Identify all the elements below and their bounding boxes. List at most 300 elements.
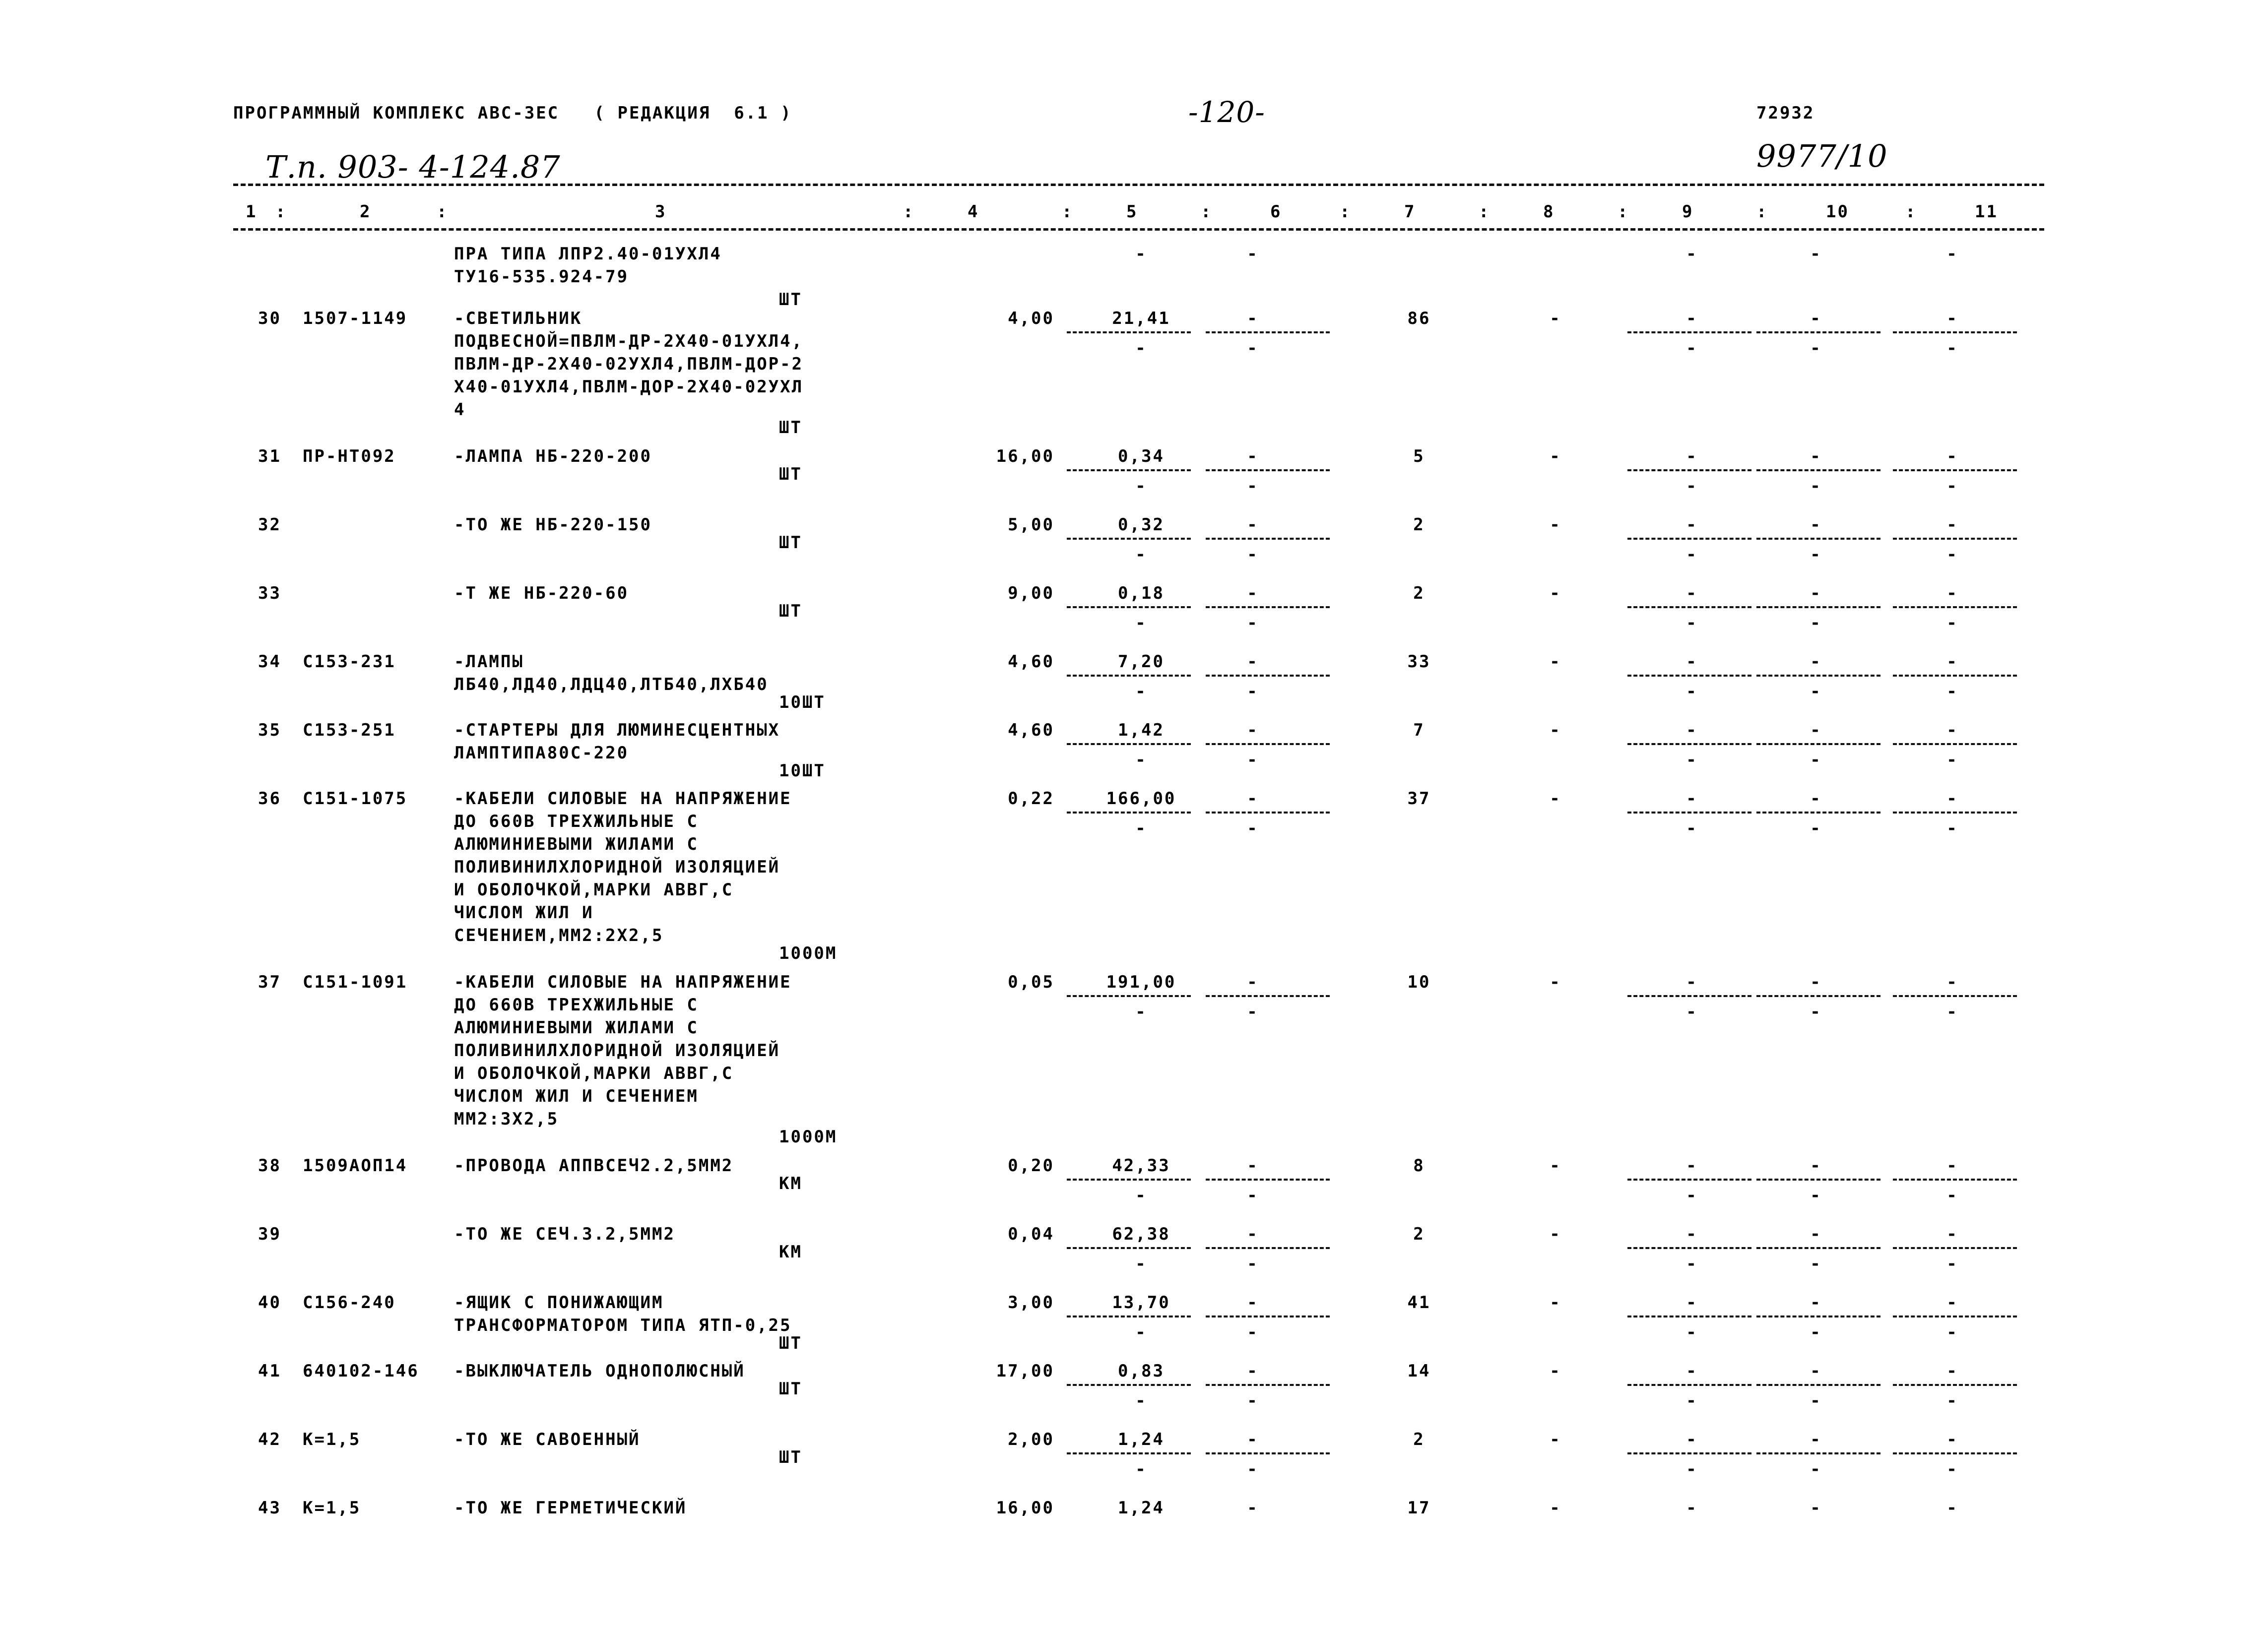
value-col-10: - — [1810, 583, 1822, 603]
row-number: 35 — [258, 720, 281, 740]
value-col-11: - — [1946, 652, 1958, 672]
item-description-line: -ВЫКЛЮЧАТЕЛЬ ОДНОПОЛЮСНЫЙ — [454, 1361, 745, 1381]
column-header-2: 2 — [360, 202, 372, 222]
value-lower-col-9: - — [1686, 1002, 1698, 1022]
item-description-line: -КАБЕЛИ СИЛОВЫЕ НА НАПРЯЖЕНИЕ — [454, 972, 792, 992]
value-col-9: - — [1686, 1430, 1698, 1449]
unit-label: ШТ — [779, 601, 802, 621]
value-lower-col-6: - — [1247, 818, 1259, 838]
value-lower-col-5: - — [1135, 682, 1147, 701]
resource-code: С151-1091 — [303, 972, 408, 992]
value-col-10: - — [1810, 1156, 1822, 1176]
subtotal-dash — [1756, 1384, 1880, 1386]
item-description-line: -ТО ЖЕ САВОЕННЫЙ — [454, 1430, 641, 1449]
item-description-line: -ТО ЖЕ ГЕРМЕТИЧЕСКИЙ — [454, 1498, 687, 1518]
value-col-8: - — [1550, 720, 1561, 740]
unit-label: ШТ — [779, 290, 802, 310]
subtotal-dash — [1756, 606, 1880, 608]
value-col-8: - — [1550, 1361, 1561, 1381]
value-lower-col-9: - — [1686, 1254, 1698, 1274]
value-col-9: - — [1686, 515, 1698, 535]
value-col-8: - — [1550, 1498, 1561, 1518]
item-description-line: ЧИСЛОМ ЖИЛ И — [454, 903, 594, 923]
item-description-line: -СВЕТИЛЬНИК — [454, 309, 583, 328]
value-col-11: - — [1946, 1361, 1958, 1381]
value-lower-col-10: - — [1810, 1322, 1822, 1342]
value-lower-col-9: - — [1686, 1459, 1698, 1479]
resource-code: К=1,5 — [303, 1430, 361, 1449]
subtotal-dash — [1206, 331, 1330, 333]
value-col-10: - — [1810, 789, 1822, 809]
value-lower-col-10: - — [1810, 1002, 1822, 1022]
unit-label: ШТ — [779, 1447, 802, 1467]
subtotal-dash — [1067, 1384, 1191, 1386]
value-lower-col-6: - — [1247, 1322, 1259, 1342]
unit-label: 1000М — [779, 943, 838, 963]
item-description-line: ДО 660В ТРЕХЖИЛЬНЫЕ С — [454, 812, 699, 831]
subtotal-dash — [1627, 1179, 1751, 1181]
resource-code: С153-231 — [303, 652, 396, 672]
value-lower-col-5: - — [1135, 1391, 1147, 1411]
value-col-9: - — [1686, 583, 1698, 603]
quantity-value: 4,60 — [1008, 720, 1054, 740]
value-lower-col-5: - — [1135, 1002, 1147, 1022]
value-col-11: - — [1946, 1224, 1958, 1244]
column-header-3: 3 — [655, 202, 667, 222]
unit-label: ШТ — [779, 418, 802, 438]
value-col-10: - — [1810, 446, 1822, 466]
program-title: ПРОГРАММНЫЙ КОМПЛЕКС АВС-ЗЕС ( РЕДАКЦИЯ 6.1 ) — [233, 103, 792, 123]
quantity-value: 5,00 — [1008, 515, 1054, 535]
value-col-8: - — [1550, 1224, 1561, 1244]
project-number: Т.п. 903- 4-124.87 — [265, 149, 561, 185]
column-header-separator: : — [1201, 202, 1213, 222]
total-cost-value: 5 — [1413, 446, 1425, 466]
value-col-11: - — [1946, 1430, 1958, 1449]
value-lower-col-6: - — [1247, 338, 1259, 358]
subtotal-dash — [1627, 1316, 1751, 1317]
row-number: 37 — [258, 972, 281, 992]
item-description-line: Х40-01УХЛ4,ПВЛМ-ДОР-2Х40-02УХЛ — [454, 377, 804, 397]
subtotal-dash — [1893, 1179, 2017, 1181]
value-col-8: - — [1550, 1293, 1561, 1313]
value-col-11: - — [1946, 789, 1958, 809]
subtotal-dash — [1067, 538, 1191, 540]
value-col-6: - — [1247, 1430, 1259, 1449]
unit-cost-value: 0,32 — [1118, 515, 1165, 535]
value-lower-col-6: - — [1247, 476, 1259, 496]
subtotal-dash — [1756, 469, 1880, 471]
total-cost-value: 37 — [1407, 789, 1431, 809]
item-description-line: -ЯЩИК С ПОНИЖАЮЩИМ — [454, 1293, 664, 1313]
subtotal-dash — [1067, 1316, 1191, 1317]
row-number: 30 — [258, 309, 281, 328]
value-col-8: - — [1550, 789, 1561, 809]
value-col-8: - — [1550, 1430, 1561, 1449]
unit-label: ШТ — [779, 1333, 802, 1353]
unit-label: 10ШТ — [779, 761, 826, 781]
subtotal-dash — [1206, 995, 1330, 997]
value-col-11: - — [1946, 1498, 1958, 1518]
resource-code: С156-240 — [303, 1293, 396, 1313]
item-description-line: ММ2:3Х2,5 — [454, 1109, 559, 1129]
header-rule-bottom — [233, 228, 2044, 231]
value-lower-col-10: - — [1810, 613, 1822, 633]
value-lower-col-11: - — [1946, 1254, 1958, 1274]
resource-code: 1507-1149 — [303, 309, 408, 328]
value-lower-col-5: - — [1135, 1254, 1147, 1274]
resource-code: ПР-НТ092 — [303, 446, 396, 466]
subtotal-dash — [1893, 1247, 2017, 1249]
column-header-8: 8 — [1543, 202, 1555, 222]
value-col-6: - — [1247, 972, 1259, 992]
value-col-9: - — [1686, 1156, 1698, 1176]
quantity-value: 4,00 — [1008, 309, 1054, 328]
subtotal-dash — [1893, 1316, 2017, 1317]
value-col-9: - — [1686, 652, 1698, 672]
value-col-11: - — [1946, 309, 1958, 328]
item-description-line: -СТАРТЕРЫ ДЛЯ ЛЮМИНЕСЦЕНТНЫХ — [454, 720, 780, 740]
subtotal-dash — [1627, 1247, 1751, 1249]
unit-cost-value: 0,18 — [1118, 583, 1165, 603]
value-lower-col-6: - — [1247, 1002, 1259, 1022]
value-col-8: - — [1550, 446, 1561, 466]
unit-cost-value: 166,00 — [1106, 789, 1176, 809]
value-lower-col-10: - — [1810, 338, 1822, 358]
subtotal-dash — [1893, 743, 2017, 745]
unit-label: ШТ — [779, 464, 802, 484]
item-description-line: И ОБОЛОЧКОЙ,МАРКИ АВВГ,С — [454, 1064, 734, 1083]
unit-label: КМ — [779, 1242, 802, 1262]
value-col-11: - — [1946, 446, 1958, 466]
value-col-8: - — [1550, 583, 1561, 603]
quantity-value: 0,04 — [1008, 1224, 1054, 1244]
value-col-9: - — [1686, 789, 1698, 809]
value-col-9: - — [1686, 1361, 1698, 1381]
row-number: 31 — [258, 446, 281, 466]
value-lower-col-11: - — [1946, 682, 1958, 701]
value-c6: - — [1247, 244, 1259, 264]
value-col-9: - — [1686, 309, 1698, 328]
subtotal-dash — [1756, 1247, 1880, 1249]
total-cost-value: 2 — [1413, 1430, 1425, 1449]
quantity-value: 0,22 — [1008, 789, 1054, 809]
subtotal-dash — [1756, 743, 1880, 745]
value-lower-col-11: - — [1946, 338, 1958, 358]
total-cost-value: 41 — [1407, 1293, 1431, 1313]
row-number: 36 — [258, 789, 281, 809]
value-col-11: - — [1946, 1293, 1958, 1313]
subtotal-dash — [1206, 743, 1330, 745]
value-lower-col-9: - — [1686, 682, 1698, 701]
value-c11: - — [1946, 244, 1958, 264]
value-lower-col-6: - — [1247, 545, 1259, 564]
subtotal-dash — [1627, 1452, 1751, 1454]
subtotal-dash — [1893, 331, 2017, 333]
value-col-11: - — [1946, 515, 1958, 535]
total-cost-value: 7 — [1413, 720, 1425, 740]
unit-cost-value: 1,24 — [1118, 1430, 1165, 1449]
value-col-10: - — [1810, 1498, 1822, 1518]
unit-label: ШТ — [779, 1379, 802, 1399]
value-col-8: - — [1550, 309, 1561, 328]
subtotal-dash — [1206, 675, 1330, 677]
unit-label: КМ — [779, 1174, 802, 1193]
value-lower-col-10: - — [1810, 476, 1822, 496]
item-description-line: И ОБОЛОЧКОЙ,МАРКИ АВВГ,С — [454, 880, 734, 900]
row-number: 43 — [258, 1498, 281, 1518]
unit-label: 1000М — [779, 1127, 838, 1147]
value-lower-col-5: - — [1135, 1186, 1147, 1205]
subtotal-dash — [1627, 675, 1751, 677]
item-description-line: АЛЮМИНИЕВЫМИ ЖИЛАМИ С — [454, 834, 699, 854]
value-col-9: - — [1686, 1293, 1698, 1313]
value-col-10: - — [1810, 309, 1822, 328]
value-lower-col-9: - — [1686, 476, 1698, 496]
item-description-line: ЧИСЛОМ ЖИЛ И СЕЧЕНИЕМ — [454, 1086, 699, 1106]
value-lower-col-9: - — [1686, 338, 1698, 358]
subtotal-dash — [1756, 812, 1880, 814]
value-col-10: - — [1810, 972, 1822, 992]
row-number: 39 — [258, 1224, 281, 1244]
unit-cost-value: 7,20 — [1118, 652, 1165, 672]
column-header-separator: : — [275, 202, 287, 222]
value-lower-col-6: - — [1247, 1254, 1259, 1274]
value-lower-col-10: - — [1810, 1459, 1822, 1479]
quantity-value: 16,00 — [996, 1498, 1054, 1518]
value-lower-col-11: - — [1946, 1322, 1958, 1342]
value-col-9: - — [1686, 1498, 1698, 1518]
item-description-line: ПВЛМ-ДР-2Х40-02УХЛ4,ПВЛМ-ДОР-2 — [454, 354, 804, 374]
value-lower-col-5: - — [1135, 338, 1147, 358]
value-lower-col-5: - — [1135, 613, 1147, 633]
subtotal-dash — [1627, 606, 1751, 608]
subtotal-dash — [1206, 606, 1330, 608]
value-col-6: - — [1247, 583, 1259, 603]
subtotal-dash — [1206, 469, 1330, 471]
value-lower-col-6: - — [1247, 682, 1259, 701]
document-code: 72932 — [1756, 103, 1815, 123]
subtotal-dash — [1893, 606, 2017, 608]
value-col-11: - — [1946, 720, 1958, 740]
unit-cost-value: 42,33 — [1112, 1156, 1170, 1176]
subtotal-dash — [1067, 331, 1191, 333]
item-description-line: ЛАМПТИПА80С-220 — [454, 743, 629, 763]
value-col-6: - — [1247, 652, 1259, 672]
value-lower-col-10: - — [1810, 1254, 1822, 1274]
subtotal-dash — [1067, 469, 1191, 471]
subtotal-dash — [1893, 675, 2017, 677]
subtotal-dash — [1206, 1384, 1330, 1386]
value-col-8: - — [1550, 972, 1561, 992]
quantity-value: 16,00 — [996, 446, 1054, 466]
subtotal-dash — [1627, 469, 1751, 471]
total-cost-value: 2 — [1413, 583, 1425, 603]
value-col-6: - — [1247, 720, 1259, 740]
subtotal-dash — [1756, 995, 1880, 997]
item-description-line: -КАБЕЛИ СИЛОВЫЕ НА НАПРЯЖЕНИЕ — [454, 789, 792, 809]
column-header-6: 6 — [1270, 202, 1282, 222]
subtotal-dash — [1756, 331, 1880, 333]
unit-cost-value: 1,24 — [1118, 1498, 1165, 1518]
value-col-10: - — [1810, 1224, 1822, 1244]
subtotal-dash — [1627, 331, 1751, 333]
value-col-6: - — [1247, 1293, 1259, 1313]
value-col-6: - — [1247, 1156, 1259, 1176]
column-header-4: 4 — [968, 202, 979, 222]
resource-code: С153-251 — [303, 720, 396, 740]
subtotal-dash — [1627, 812, 1751, 814]
subtotal-dash — [1206, 538, 1330, 540]
resource-code: 640102-146 — [303, 1361, 419, 1381]
subtotal-dash — [1067, 1179, 1191, 1181]
row-number: 34 — [258, 652, 281, 672]
subtotal-dash — [1206, 1179, 1330, 1181]
value-lower-col-11: - — [1946, 1391, 1958, 1411]
item-description-line: ТУ16-535.924-79 — [454, 267, 629, 287]
value-lower-col-5: - — [1135, 818, 1147, 838]
item-description-line: -ПРОВОДА АППВСЕЧ2.2,5ММ2 — [454, 1156, 734, 1176]
total-cost-value: 8 — [1413, 1156, 1425, 1176]
subtotal-dash — [1893, 1384, 2017, 1386]
total-cost-value: 10 — [1407, 972, 1431, 992]
row-number: 33 — [258, 583, 281, 603]
value-lower-col-5: - — [1135, 1459, 1147, 1479]
value-lower-col-9: - — [1686, 818, 1698, 838]
item-description-line: -ЛАМПЫ — [454, 652, 524, 672]
value-col-8: - — [1550, 1156, 1561, 1176]
value-lower-col-10: - — [1810, 1391, 1822, 1411]
value-lower-col-9: - — [1686, 750, 1698, 770]
value-lower-col-5: - — [1135, 1322, 1147, 1342]
unit-label: ШТ — [779, 533, 802, 553]
row-number: 38 — [258, 1156, 281, 1176]
value-col-6: - — [1247, 515, 1259, 535]
value-lower-col-11: - — [1946, 818, 1958, 838]
subtotal-dash — [1067, 812, 1191, 814]
quantity-value: 9,00 — [1008, 583, 1054, 603]
quantity-value: 4,60 — [1008, 652, 1054, 672]
item-description-line: ЛБ40,ЛД40,ЛДЦ40,ЛТБ40,ЛХБ40 — [454, 675, 769, 694]
subtotal-dash — [1893, 1452, 2017, 1454]
column-header-separator: : — [1340, 202, 1352, 222]
value-lower-col-6: - — [1247, 1186, 1259, 1205]
item-description-line: 4 — [454, 400, 466, 420]
total-cost-value: 2 — [1413, 515, 1425, 535]
value-lower-col-6: - — [1247, 750, 1259, 770]
value-col-10: - — [1810, 515, 1822, 535]
unit-cost-value: 191,00 — [1106, 972, 1176, 992]
item-description-line: СЕЧЕНИЕМ,ММ2:2Х2,5 — [454, 926, 664, 945]
subtotal-dash — [1756, 538, 1880, 540]
item-description-line: -ТО ЖЕ НБ-220-150 — [454, 515, 652, 535]
value-col-9: - — [1686, 446, 1698, 466]
total-cost-value: 2 — [1413, 1224, 1425, 1244]
item-description-line: -ЛАМПА НБ-220-200 — [454, 446, 652, 466]
unit-cost-value: 0,34 — [1118, 446, 1165, 466]
column-header-11: 11 — [1975, 202, 1998, 222]
value-col-10: - — [1810, 652, 1822, 672]
subtotal-dash — [1627, 995, 1751, 997]
column-header-9: 9 — [1682, 202, 1694, 222]
value-col-10: - — [1810, 1430, 1822, 1449]
value-lower-col-10: - — [1810, 818, 1822, 838]
column-header-5: 5 — [1126, 202, 1138, 222]
value-col-11: - — [1946, 972, 1958, 992]
row-number: 42 — [258, 1430, 281, 1449]
row-number: 32 — [258, 515, 281, 535]
column-header-7: 7 — [1404, 202, 1416, 222]
quantity-value: 17,00 — [996, 1361, 1054, 1381]
total-cost-value: 33 — [1407, 652, 1431, 672]
subtotal-dash — [1756, 1452, 1880, 1454]
value-col-10: - — [1810, 1293, 1822, 1313]
column-header-separator: : — [1905, 202, 1917, 222]
value-col-9: - — [1686, 972, 1698, 992]
page-number: -120- — [1188, 95, 1265, 129]
value-lower-col-11: - — [1946, 1186, 1958, 1205]
value-col-8: - — [1550, 515, 1561, 535]
subtotal-dash — [1627, 538, 1751, 540]
column-header-separator: : — [1062, 202, 1074, 222]
value-lower-col-6: - — [1247, 1459, 1259, 1479]
subtotal-dash — [1067, 675, 1191, 677]
value-lower-col-11: - — [1946, 613, 1958, 633]
quantity-value: 3,00 — [1008, 1293, 1054, 1313]
item-description-line: ПОДВЕСНОЙ=ПВЛМ-ДР-2Х40-01УХЛ4, — [454, 331, 804, 351]
value-lower-col-6: - — [1247, 1391, 1259, 1411]
quantity-value: 0,05 — [1008, 972, 1054, 992]
value-lower-col-9: - — [1686, 613, 1698, 633]
column-header-separator: : — [1618, 202, 1629, 222]
value-lower-col-5: - — [1135, 750, 1147, 770]
subtotal-dash — [1756, 1316, 1880, 1317]
value-lower-col-10: - — [1810, 682, 1822, 701]
subtotal-dash — [1067, 743, 1191, 745]
value-c9: - — [1686, 244, 1698, 264]
subtotal-dash — [1067, 995, 1191, 997]
value-col-6: - — [1247, 309, 1259, 328]
value-col-10: - — [1810, 1361, 1822, 1381]
item-description-line: ТРАНСФОРМАТОРОМ ТИПА ЯТП-0,25 — [454, 1316, 792, 1335]
subtotal-dash — [1893, 995, 2017, 997]
sheet-number: 9977/10 — [1756, 138, 1888, 174]
column-header-separator: : — [1756, 202, 1768, 222]
subtotal-dash — [1067, 606, 1191, 608]
row-number: 41 — [258, 1361, 281, 1381]
value-lower-col-10: - — [1810, 1186, 1822, 1205]
unit-cost-value: 13,70 — [1112, 1293, 1170, 1313]
value-lower-col-10: - — [1810, 750, 1822, 770]
subtotal-dash — [1756, 1179, 1880, 1181]
resource-code: С151-1075 — [303, 789, 408, 809]
column-header-separator: : — [437, 202, 449, 222]
value-col-6: - — [1247, 1224, 1259, 1244]
resource-code: 1509АОП14 — [303, 1156, 408, 1176]
value-col-10: - — [1810, 720, 1822, 740]
value-lower-col-5: - — [1135, 476, 1147, 496]
column-header-separator: : — [1479, 202, 1490, 222]
value-lower-col-11: - — [1946, 476, 1958, 496]
quantity-value: 2,00 — [1008, 1430, 1054, 1449]
unit-cost-value: 21,41 — [1112, 309, 1170, 328]
value-col-11: - — [1946, 1156, 1958, 1176]
value-lower-col-9: - — [1686, 1391, 1698, 1411]
value-lower-col-11: - — [1946, 545, 1958, 564]
total-cost-value: 14 — [1407, 1361, 1431, 1381]
value-lower-col-10: - — [1810, 545, 1822, 564]
subtotal-dash — [1893, 538, 2017, 540]
